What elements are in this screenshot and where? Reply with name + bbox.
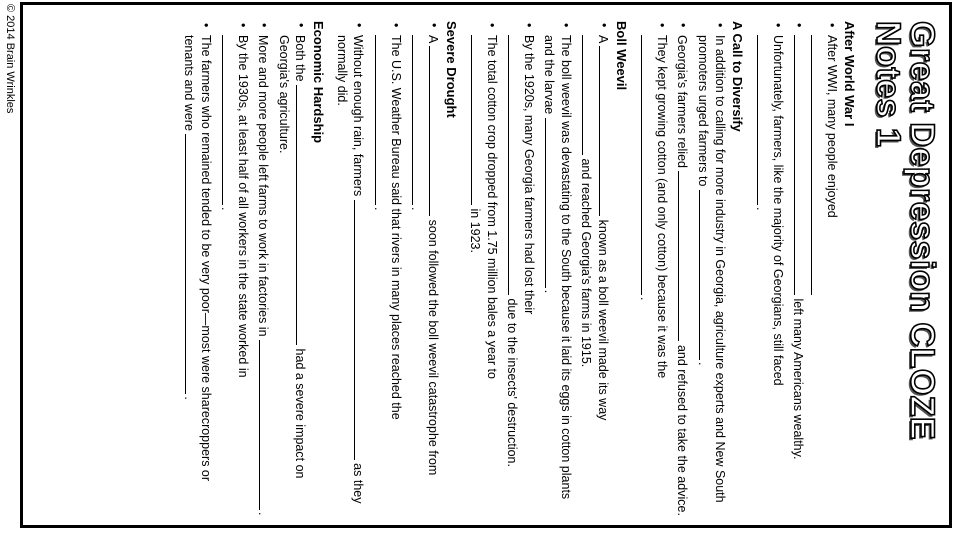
item-text: A: [426, 35, 440, 43]
fill-blank[interactable]: [582, 35, 595, 155]
fill-blank[interactable]: [185, 134, 198, 394]
section-heading: Boll Weevil: [614, 21, 629, 91]
fill-blank[interactable]: [545, 118, 558, 288]
list-item: [811, 21, 840, 519]
fill-blank[interactable]: [794, 35, 807, 295]
worksheet-sheet: [27, 9, 947, 528]
list-item: [695, 21, 728, 519]
item-text: .: [754, 207, 768, 211]
item-text: By the 1930s, at least half of all workers in the state worked in: [236, 35, 250, 378]
item-text: Unfortunately, farmers, like the majority of Georgians, still faced: [771, 35, 785, 386]
fill-blank[interactable]: [412, 35, 425, 205]
item-text: A: [596, 35, 610, 43]
fill-blank[interactable]: [259, 340, 272, 510]
item-text: .: [372, 207, 386, 211]
item-text: due to the insects' destruction.: [505, 298, 519, 467]
item-text: as they normally did.: [335, 35, 365, 504]
item-text: .: [638, 297, 652, 301]
list-item: [790, 21, 807, 519]
list-item: [637, 21, 670, 519]
item-text: By the 1920s, many Georgia farmers had lost their: [522, 35, 536, 315]
list-item: [255, 21, 272, 519]
list-item: [371, 21, 404, 519]
list-item: [218, 21, 251, 519]
list-item: [181, 21, 214, 519]
section-heading: Economic Hardship: [311, 21, 326, 144]
item-text: Without enough rain, farmers: [351, 35, 365, 197]
item-text: The boll weevil was devastating to the South because it laid its eggs in cotton plants and the larvae: [542, 35, 573, 500]
list-item: [408, 21, 442, 519]
list-item: [334, 21, 367, 519]
fill-blank[interactable]: [296, 85, 309, 345]
section-list: [181, 21, 309, 519]
worksheet-frame: [20, 2, 952, 528]
item-text: Both the: [293, 35, 307, 82]
list-item: [504, 21, 537, 519]
item-text: and reached Georgia's farms in 1915.: [579, 158, 593, 368]
item-text: .: [542, 289, 556, 294]
copyright-text: © 2014 Brain Wrinkles: [4, 4, 16, 114]
section-heading: After World War I: [842, 21, 857, 127]
item-text: .: [182, 396, 196, 400]
item-text: The farmers who remained tended to be very poor—most were sharecroppers or tenants and were: [182, 35, 213, 482]
fill-blank[interactable]: [508, 35, 521, 295]
page-title: Great Depression CLOZE Notes 1: [869, 21, 941, 441]
section-list: [637, 21, 728, 519]
item-text: The U.S. Weather Bureau said that rivers in many places reached the: [389, 35, 403, 420]
item-text: .: [696, 361, 710, 366]
fill-blank[interactable]: [699, 190, 712, 360]
item-text: .: [219, 207, 233, 211]
item-text: The total cotton crop dropped from 1.75 million bales a year to: [485, 35, 499, 379]
item-text: known as a boll weevil made its way: [596, 219, 610, 421]
fill-blank[interactable]: [429, 46, 442, 216]
item-text: .: [409, 207, 423, 211]
fill-blank[interactable]: [471, 35, 484, 205]
item-text: soon followed the boll weevil catastrophe from: [426, 219, 440, 476]
list-item: [753, 21, 786, 519]
list-item: [578, 21, 612, 519]
copyright-strip: [0, 0, 20, 540]
fill-blank[interactable]: [375, 35, 388, 205]
item-text: More and more people left farms to work in factories in: [256, 35, 270, 337]
section-heading: A Call to Diversify: [730, 21, 745, 132]
section-list: [467, 21, 612, 519]
fill-blank[interactable]: [678, 171, 691, 341]
fill-blank[interactable]: [641, 35, 654, 295]
item-text: .: [256, 512, 270, 516]
list-item: [541, 21, 574, 519]
item-text: left many Americans wealthy.: [791, 298, 805, 460]
section-list: [334, 21, 442, 519]
fill-blank[interactable]: [599, 46, 612, 216]
list-item: [467, 21, 500, 519]
item-text: had a severe impact on Georgia's agriculture.: [277, 35, 307, 479]
item-text: They kept growing cotton (and only cotton) because it was the: [655, 35, 669, 379]
item-text: After WWI, many people enjoyed: [825, 35, 839, 218]
fill-blank[interactable]: [222, 35, 235, 205]
item-text: in 1923.: [468, 208, 482, 253]
fill-blank[interactable]: [811, 35, 822, 295]
fill-blank[interactable]: [757, 35, 770, 205]
item-text: In addition to calling for more industry in Georgia, agriculture experts and New South promoters urged farmers to: [696, 35, 727, 503]
list-item: [674, 21, 691, 519]
section-heading: Severe Drought: [444, 21, 459, 118]
item-text: Georgia's farmers relied: [675, 35, 689, 168]
fill-blank[interactable]: [354, 200, 367, 460]
item-text: and refused to take the advice.: [675, 344, 689, 516]
section-list: [753, 21, 840, 519]
list-item: [276, 21, 309, 519]
